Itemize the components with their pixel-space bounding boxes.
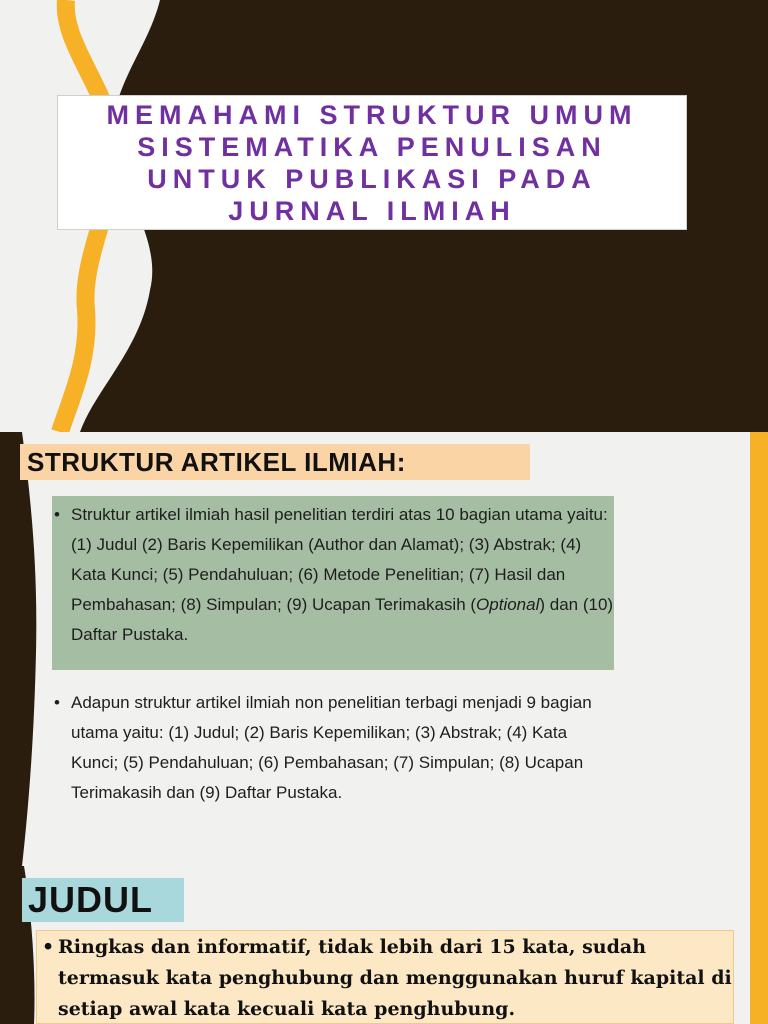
bullet-text: Ringkas dan informatif, tidak lebih dari 15 kata, sudah termasuk kata penghubung dan menggunakan huruf kapital di setiap awal kata kecuali kata penghubung. <box>58 936 732 1020</box>
right-accent-bar <box>750 866 768 1024</box>
list-item <box>54 500 614 650</box>
title-line-2: SISTEMATIKA PENULISAN <box>137 131 607 162</box>
section-heading: JUDUL <box>22 878 184 922</box>
title-box <box>57 95 687 230</box>
title-line-4: JURNAL ILMIAH <box>228 195 516 226</box>
right-accent-bar <box>750 432 768 866</box>
bullet-icon: • <box>42 936 55 958</box>
structure-slide <box>0 432 768 866</box>
title-line-3: UNTUK PUBLIKASI PADA <box>147 163 597 194</box>
left-dark-decoration <box>0 432 38 866</box>
title-line-1: MEMAHAMI STRUKTUR UMUM <box>106 99 638 130</box>
bullet-icon: • <box>54 505 60 524</box>
bullet-text: Struktur artikel ilmiah hasil penelitian terdiri atas 10 bagian utama yaitu: (1) Judul (2) Baris Kepemilikan (Author dan Alamat); (3) Abstrak; (4) Kata Kunci; (5) Pendahuluan; (6) Metode Penelitian; (7) Hasil dan Pembahasan; (8) Simpulan; (9) Ucapan Terimakasih (Optional) dan (10) Daftar Pustaka. <box>71 505 614 644</box>
optional-italic: Optional <box>476 595 540 614</box>
section-heading: STRUKTUR ARTIKEL ILMIAH: <box>20 444 530 480</box>
bullet-icon: • <box>54 693 60 712</box>
judul-slide <box>0 866 768 1024</box>
title-slide <box>0 0 768 432</box>
list-item <box>42 932 732 1024</box>
list-item <box>54 688 614 808</box>
bullet-text: Adapun struktur artikel ilmiah non penelitian terbagi menjadi 9 bagian utama yaitu: (1) Judul; (2) Baris Kepemilikan; (3) Abstrak; (4) Kata Kunci; (5) Pendahuluan; (6) Pembahasan; (7) Simpulan; (8) Ucapan Terimakasih dan (9) Daftar Pustaka. <box>71 693 592 802</box>
